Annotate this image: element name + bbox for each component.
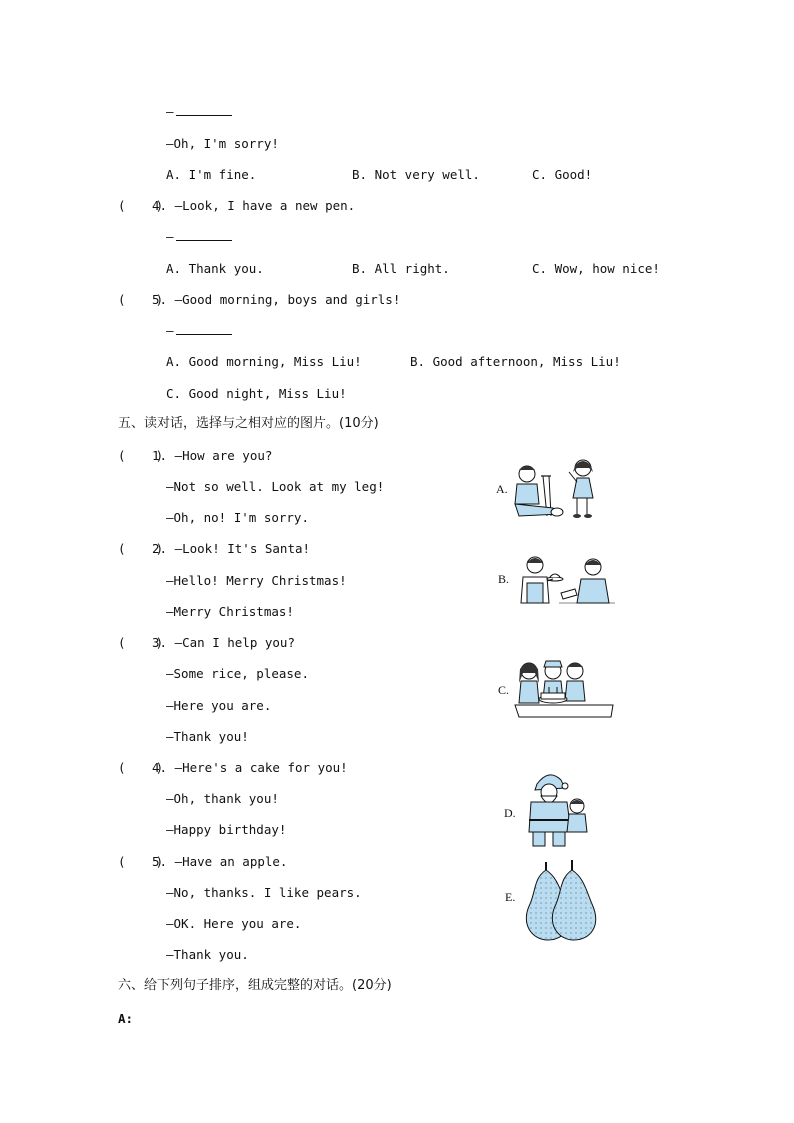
answer-blank-line[interactable] <box>176 105 232 116</box>
s5-item1-line3: —Oh, no! I'm sorry. <box>166 510 309 525</box>
answer-blank-line[interactable] <box>176 324 232 335</box>
s5-item3-line3: —Here you are. <box>166 698 272 713</box>
s5-item4-paren[interactable]: ( ) <box>118 760 164 775</box>
injured-leg-children-illustration <box>505 456 615 524</box>
q4-option-b: B. All right. <box>352 261 450 276</box>
s5-item5-line3: —OK. Here you are. <box>166 916 302 931</box>
s5-item3-line1: 3. —Can I help you? <box>152 635 295 650</box>
s5-item3-paren[interactable]: ( ) <box>118 635 164 650</box>
q5-option-b: B. Good afternoon, Miss Liu! <box>410 354 621 369</box>
waiter-serving-rice-illustration <box>515 553 615 605</box>
q4-option-c: C. Wow, how nice! <box>532 261 660 276</box>
picture-b-label: B. <box>498 572 510 586</box>
q5-answer-blank: — <box>166 323 232 339</box>
section6-heading: 六、给下列句子排序，组成完整的对话。(20分) <box>118 978 392 993</box>
section5-heading: 五、读对话，选择与之相对应的图片。(10分) <box>118 416 379 431</box>
s5-item1-paren[interactable]: ( ) <box>118 448 164 463</box>
s5-item1-line2: —Not so well. Look at my leg! <box>166 479 385 494</box>
q5-option-c: C. Good night, Miss Liu! <box>166 386 347 401</box>
s5-item4-line3: —Happy birthday! <box>166 822 287 837</box>
s5-item5-line1: 5. —Have an apple. <box>152 854 288 869</box>
s5-item3-line2: —Some rice, please. <box>166 666 309 681</box>
s5-item2-line2: —Hello! Merry Christmas! <box>166 573 347 588</box>
q4-option-a: A. Thank you. <box>166 261 264 276</box>
picture-e-label: E. <box>505 890 516 904</box>
s5-item2-paren[interactable]: ( ) <box>118 541 164 556</box>
s5-item4-line2: —Oh, thank you! <box>166 791 279 806</box>
s5-item5-paren[interactable]: ( ) <box>118 854 164 869</box>
speaker-a-label: A: <box>118 1011 134 1026</box>
q5-option-a: A. Good morning, Miss Liu! <box>166 354 362 369</box>
picture-a-label: A. <box>496 482 508 496</box>
s5-item3-line4: —Thank you! <box>166 729 249 744</box>
s5-item1-line1: 1. —How are you? <box>152 448 273 463</box>
s5-item2-line1: 2. —Look! It's Santa! <box>152 541 311 556</box>
picture-c-label: C. <box>498 683 510 697</box>
q5-answer-paren[interactable]: ( ) <box>118 292 164 307</box>
s5-item2-line3: —Merry Christmas! <box>166 604 294 619</box>
s5-item5-line2: —No, thanks. I like pears. <box>166 885 362 900</box>
birthday-cake-children-illustration <box>515 655 613 723</box>
q3-option-b: B. Not very well. <box>352 167 480 182</box>
santa-with-child-illustration <box>525 770 591 848</box>
s5-item5-line4: —Thank you. <box>166 947 249 962</box>
s5-item4-line1: 4. —Here's a cake for you! <box>152 760 348 775</box>
answer-blank-line[interactable] <box>176 230 232 241</box>
picture-d-label: D. <box>504 806 516 820</box>
two-pears-illustration <box>524 856 600 942</box>
q3-reply: —Oh, I'm sorry! <box>166 136 279 151</box>
q4-answer-blank: — <box>166 229 232 245</box>
q4-prompt: 4. —Look, I have a new pen. <box>152 198 356 213</box>
q3-option-a: A. I'm fine. <box>166 167 257 182</box>
q5-prompt: 5. —Good morning, boys and girls! <box>152 292 401 307</box>
q4-answer-paren[interactable]: ( ) <box>118 198 164 213</box>
q3-answer-blank: — <box>166 104 232 120</box>
q3-option-c: C. Good! <box>532 167 593 182</box>
